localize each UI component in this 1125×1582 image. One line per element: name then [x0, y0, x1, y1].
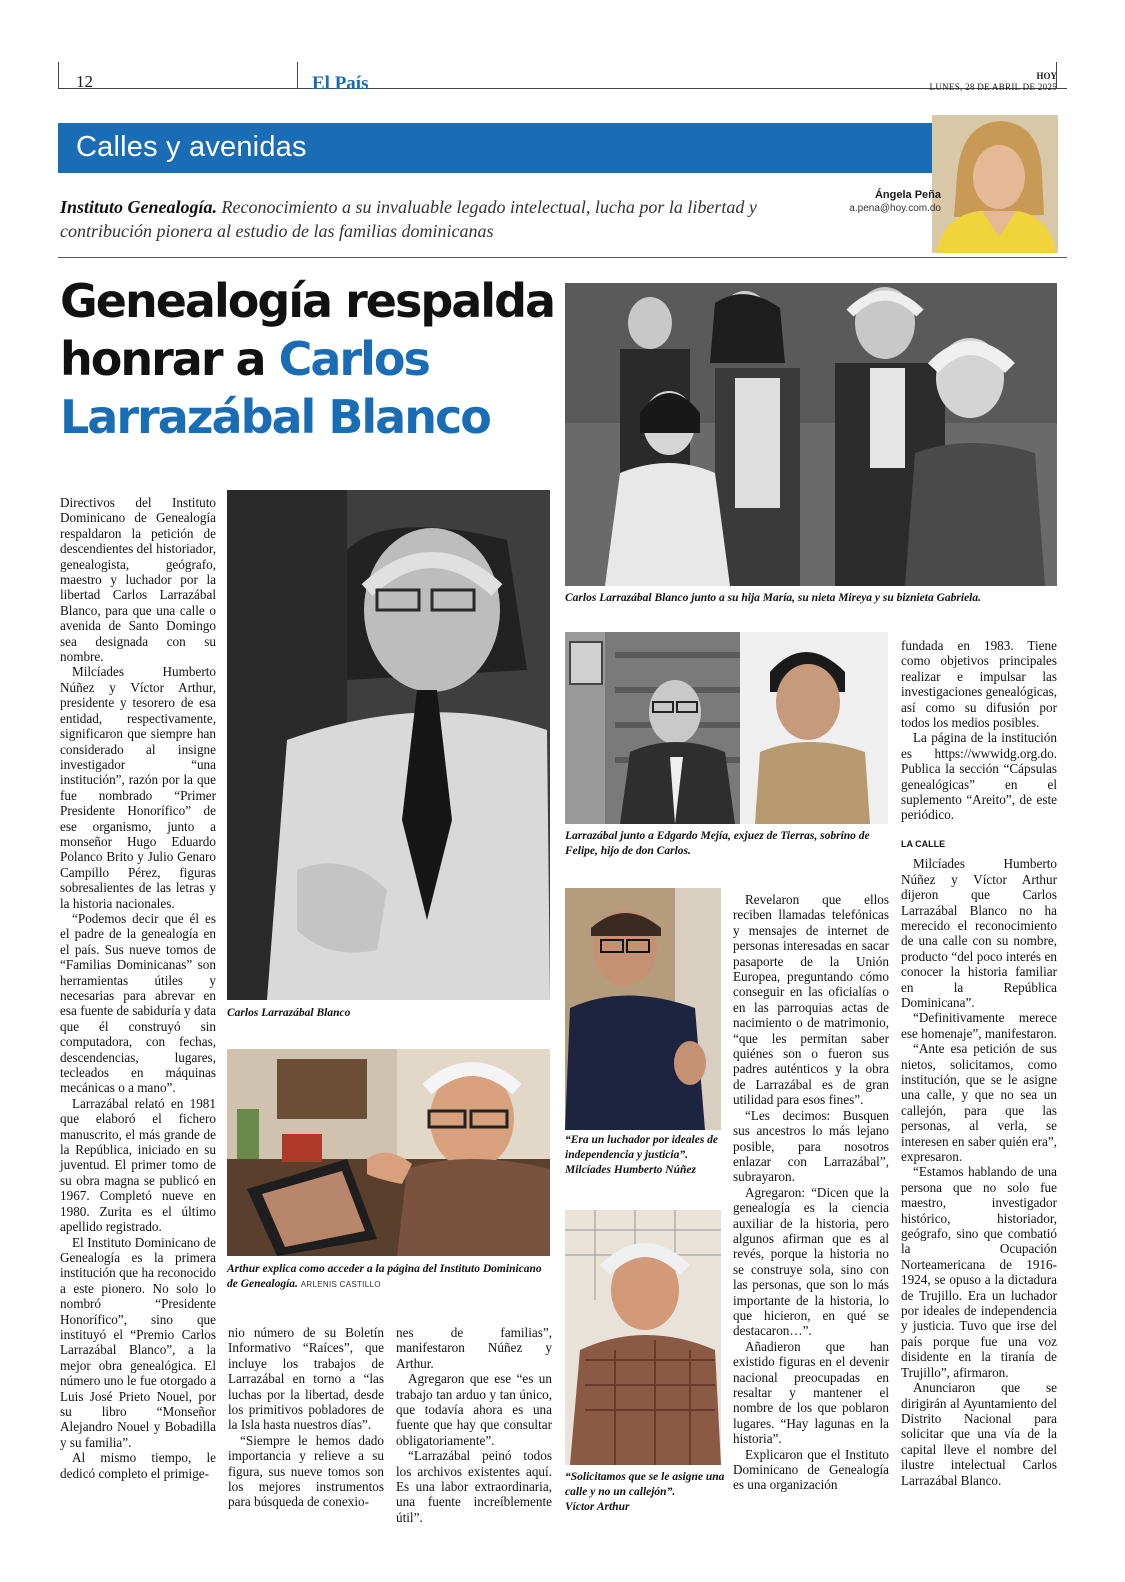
paragraph: Revelaron que ellos reciben llamadas telefónicas y mensajes de internet de personas interesadas en sacar pasaporte de la Unión Europea, preguntando cómo conseguir en las oficialías o en las parroquias actas de nacimiento o de matrimonio, “que les permitan saber quiénes son o fueron sus padres auténticos y la obra de Larrazábal es de gran utilidad para esos fines”. [733, 892, 889, 1108]
paragraph: Al mismo tiempo, le dedicó completo el primige- [60, 1450, 216, 1481]
paragraph: Agregaron: “Dicen que la genealogía es la ciencia auxiliar de la historia, pero algunos afirman que es al revés, porque la historia no se construye sola, sino con las personas, que son lo más importante de la historia, lo que hicieron, en qué se destacaron…”. [733, 1184, 889, 1339]
family-photo [565, 283, 1057, 586]
paragraph: Milcíades Humberto Núñez y Víctor Arthur dijeron que Carlos Larrazábal Blanco no ha merecido el reconocimiento de una calle con su nombre, producto “del poco interés en conocer la historia familiar en la República Dominicana”. [901, 856, 1057, 1010]
header-rule-divider [297, 62, 298, 89]
nunez-caption [565, 1133, 725, 1178]
headline-line1: Genealogía respalda [60, 274, 555, 328]
paragraph: Anunciaron que se dirigirán al Ayuntamiento del Distrito Nacional para solicitar que una vía de la capital lleve el nombre del ilustre intelectual Carlos Larrazábal Blanco. [901, 1380, 1057, 1488]
masthead: HOY [1036, 71, 1057, 81]
paragraph: “Estamos hablando de una persona que no solo fue maestro, investigador histórico, historiador, geógrafo, sino que combatió la Ocupación Norteamericana de 1916-1924, se opuso a la dictadura de Trujillo. Era un luchador por ideales de independencia y justicia. Tuvo que irse del país porque fue una voz disidente en la tiranía de Trujillo”, afirmaron. [901, 1164, 1057, 1380]
paragraph: “Larrazábal peinó todos los archivos existentes aquí. Es una labor extraordinaria, una fuente increíblemente útil”. [396, 1448, 552, 1525]
deck-rule [58, 257, 1067, 258]
paragraph: “Definitivamente merece ese homenaje”, manifestaron. [901, 1010, 1057, 1041]
author-email[interactable]: a.pena@hoy.com.do [849, 203, 941, 214]
headline-line3: Larrazábal Blanco [60, 390, 490, 444]
headline-line2-b: Carlos [278, 332, 429, 386]
header-rule [58, 88, 1067, 89]
mejia-photo [565, 632, 888, 824]
body-column-1 [60, 495, 216, 1481]
summary-deck [60, 195, 800, 243]
paragraph: “Ante esa petición de sus nietos, solicitamos, como institución, que se le asigne una calle, y que no sea un callejón, para que las personas, al verla, se interesen en saber quién era”, expresaron. [901, 1041, 1057, 1164]
paragraph: La página de la institución es https://wwwidg.org.do. Publica la sección “Cápsulas genealógicas” en el suplemento “Areito”, de este periódico. [901, 730, 1057, 823]
arthur-caption [565, 1470, 725, 1515]
column-title: Calles y avenidas [76, 131, 307, 163]
photo-credit: ARLENIS CASTILLO [300, 1280, 381, 1289]
headline-line2 [60, 330, 560, 388]
paragraph: “Siempre le hemos dado importancia y relieve a su figura, sus nueve tomos son los mejores instrumentos para búsqueda de conexio- [228, 1432, 384, 1510]
paragraph: Directivos del Instituto Dominicano de Genealogía respaldaron la petición de descendientes del historiador, genealogista, geógrafo, maestro y luchador por la libertad Carlos Larrazábal Blanco, para que una calle o avenida de Santo Domingo sea designada con su nombre. [60, 495, 216, 665]
paragraph: nio número de su Boletín Informativo “Raíces”, que incluye los trabajos de Larrazábal en torno a “las luchas por la libertad, desde los primitivos pobladores de la Isla hasta nuestros días”. [228, 1325, 384, 1433]
author-photo [932, 115, 1058, 253]
arthur-name: Víctor Arthur [565, 1501, 630, 1513]
arthur-tablet-caption [227, 1262, 547, 1292]
paragraph: Larrazábal relató en 1981 que elaboró el fichero manuscrito, el más grande de la República, iniciado en su juventud. El primer tomo de su obra magna se publicó en 1967. Completó nueve en 1980. Zurita es el último apellido registrado. [60, 1095, 216, 1235]
portrait-photo-caption: Carlos Larrazábal Blanco [227, 1007, 351, 1019]
body-column-4 [733, 892, 889, 1493]
issue-date: LUNES, 28 DE ABRIL DE 2025 [929, 82, 1057, 92]
family-photo-caption: Carlos Larrazábal Blanco junto a su hija María, su nieta Mireya y su biznieta Gabriela. [565, 592, 981, 604]
mejia-photo-caption: Larrazábal junto a Edgardo Mejía, exjuez de Tierras, sobrino de Felipe, hijo de don Carlos. [565, 830, 870, 857]
body-column-3 [396, 1325, 552, 1525]
paragraph: Explicaron que el Instituto Dominicano de Genealogía es una organización [733, 1446, 889, 1493]
paragraph: “Les decimos: Busquen sus ancestros lo más lejano posible, para nosotros enlazar con Larrazábal”, subrayaron. [733, 1107, 889, 1185]
arthur-tablet-photo [227, 1049, 550, 1256]
arthur-tablet-caption-text: Arthur explica como acceder a la página del Instituto Dominicano de Genealogía. [227, 1263, 542, 1290]
body-column-2 [228, 1325, 384, 1510]
paragraph: Milcíades Humberto Núñez y Víctor Arthur, presidente y tesorero de esa entidad, respectivamente, significaron que siempre han considerado al insigne investigador “una institución”, razón por la que fue nombrado “Primer Presidente Honorífico” de ese organismo, junto a monseñor Hugo Eduardo Polanco Brito y Julio Genaro Campillo Pérez, figuras sobresalientes de las letras y la historia nacionales. [60, 664, 216, 911]
headline [60, 272, 560, 446]
section-label: El País [312, 73, 369, 94]
paragraph: El Instituto Dominicano de Genealogía es la primera institución que ha reconocido a este pionero. No solo lo nombró “Presidente Honorífico”, sino que instituyó el “Premio Carlos Larrazábal Blanco”, a la mejor obra genealógica. El número uno le fue otorgado a Luis José Prieto Nouel, por su libro “Monseñor Alejandro Nouel y Bobadilla y su familia”. [60, 1234, 216, 1450]
header-rule-left [58, 62, 59, 89]
arthur-photo [565, 1210, 721, 1465]
subhead-la-calle: LA CALLE [901, 838, 946, 849]
nunez-name: Milcíades Humberto Núñez [565, 1164, 696, 1176]
paragraph: Añadieron que han existido figuras en el devenir nacional preocupadas en resaltar y mantener el nombre de los que poblaron lugares. “Hay lagunas en la historia”. [733, 1338, 889, 1447]
arthur-quote: “Solicitamos que se le asigne una calle y no un callejón”. [565, 1471, 725, 1498]
paragraph: “Podemos decir que él es el padre de la genealogía en el país. Sus nueve tomos de “Familias Dominicanas” son herramientas útiles y necesarias para abrevar en esa fuente de sabiduría y data que él construyó sin computadora, con fechas, descendencias, lugares, tecleados en máquinas mecánicas o a mano”. [60, 910, 216, 1096]
paragraph: nes de familias”, manifestaron Núñez y Arthur. [396, 1325, 552, 1371]
portrait-photo [227, 490, 550, 1000]
deck-kicker: Instituto Genealogía. [60, 197, 218, 217]
nunez-quote: “Era un luchador por ideales de independencia y justicia”. [565, 1134, 719, 1161]
paragraph: Agregaron que ese “es un trabajo tan arduo y tan único, que todavía ahora es una fuente que hay que consultar obligatoriamente”. [396, 1371, 552, 1448]
paragraph: fundada en 1983. Tiene como objetivos principales realizar e impulsar las investigaciones genealógicas, así como su difusión por todos los medios posibles. [901, 638, 1057, 731]
deck-text: Reconocimiento a su invaluable legado intelectual, lucha por la libertad y contribución pionera al estudio de las familias dominicanas [60, 197, 757, 241]
nunez-photo [565, 888, 721, 1130]
author-name: Ángela Peña [874, 189, 941, 201]
headline-line2-a: honrar a [60, 332, 279, 386]
body-column-5 [901, 638, 1057, 1488]
page-number: 12 [76, 72, 93, 91]
